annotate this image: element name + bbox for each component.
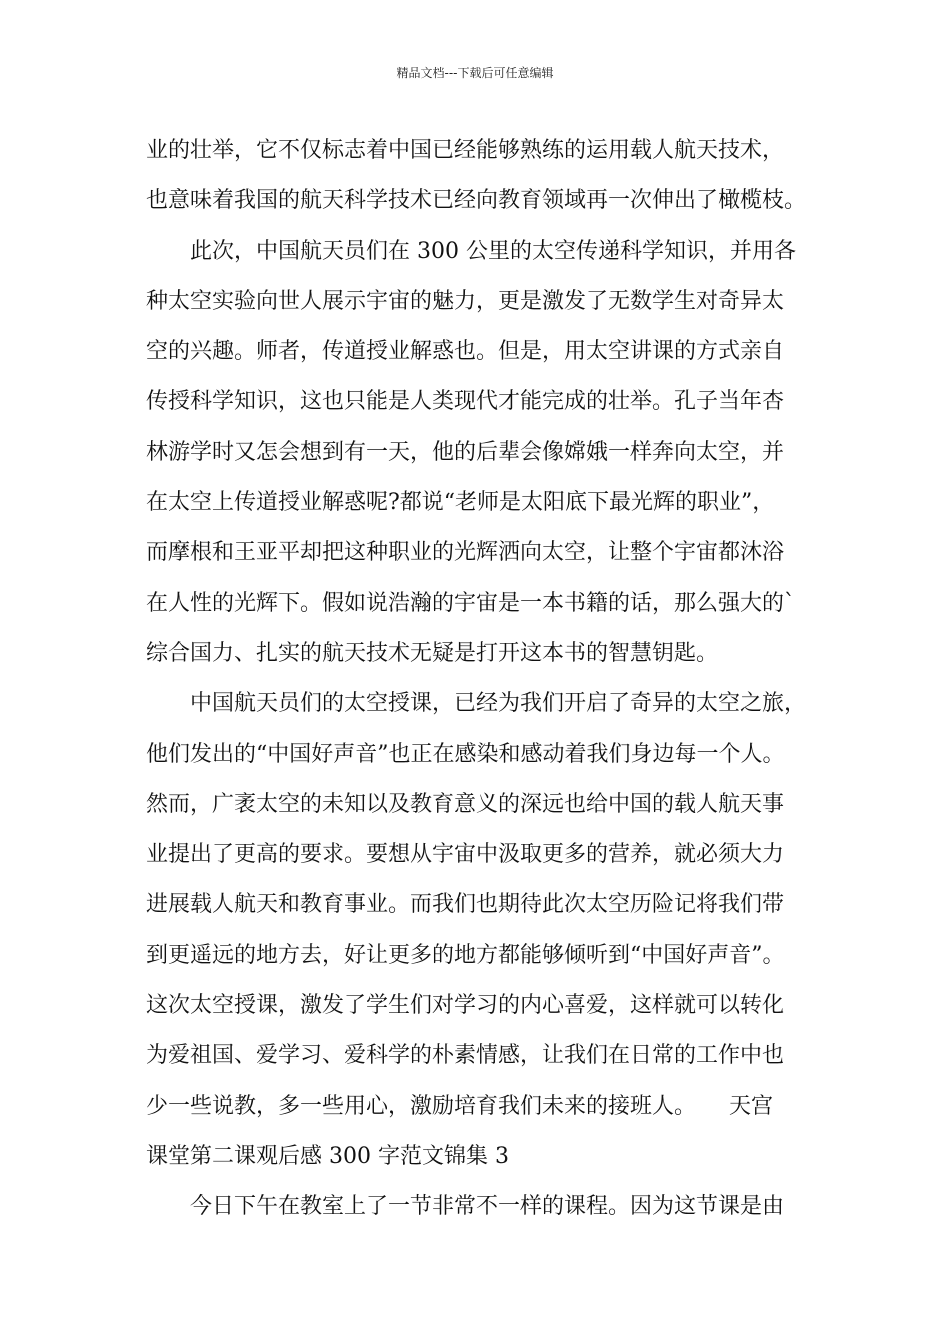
text-line: 他们发出的“中国好声音”也正在感染和感动着我们身边每一个人。 — [146, 741, 785, 767]
text-line: 业的壮举，它不仅标志着中国已经能够熟练的运用载人航天技术， — [146, 138, 785, 163]
text-line: 在太空上传道授业解惑呢?都说“老师是太阳底下最光辉的职业”， — [146, 490, 775, 516]
paragraph-start-line: 此次，中国航天员们在 300 公里的太空传递科学知识，并用各 — [190, 238, 796, 264]
paragraph-start-line: 中国航天员们的太空授课，已经为我们开启了奇异的太空之旅， — [190, 691, 807, 717]
text-line: 到更遥远的地方去，好让更多的地方都能够倾听到“中国好声音”。 — [146, 942, 785, 968]
text-line: 为爱祖国、爱学习、爱科学的朴素情感，让我们在日常的工作中也 — [146, 1043, 785, 1069]
document-body — [146, 126, 846, 1233]
text-line: 林游学时又怎会想到有一天，他的后辈会像嫦娥一样奔向太空，并 — [146, 439, 785, 465]
text-line: 业提出了更高的要求。要想从宇宙中汲取更多的营养，就必须大力 — [146, 842, 785, 868]
section-title-line: 课堂第二课观后感 300 字范文锦集 3 — [146, 1143, 509, 1169]
text-line: 也意味着我国的航天科学技术已经向教育领域再一次伸出了橄榄枝。 — [146, 188, 807, 214]
text-line: 这次太空授课，激发了学生们对学习的内心喜爱，这样就可以转化 — [146, 993, 785, 1019]
paragraph-start-line: 今日下午在教室上了一节非常不一样的课程。因为这节课是由 — [190, 1194, 785, 1220]
text-line: 种太空实验向世人展示宇宙的魅力，更是激发了无数学生对奇异太 — [146, 288, 785, 314]
text-line: 少一些说教，多一些用心，激励培育我们未来的接班人。 天宫 — [146, 1093, 774, 1119]
text-line: 空的兴趣。师者，传道授业解惑也。但是，用太空讲课的方式亲自 — [146, 339, 785, 365]
text-line: 而摩根和王亚平却把这种职业的光辉洒向太空，让整个宇宙都沐浴 — [146, 540, 785, 566]
text-line: 进展载人航天和教育事业。而我们也期待此次太空历险记将我们带 — [146, 892, 785, 918]
text-line: 传授科学知识，这也只能是人类现代才能完成的壮举。孔子当年杏 — [146, 389, 785, 415]
text-line: 然而，广袤太空的未知以及教育意义的深远也给中国的载人航天事 — [146, 791, 785, 817]
text-line: 综合国力、扎实的航天技术无疑是打开这本书的智慧钥匙。 — [146, 640, 719, 666]
page-header: 精品文档---下载后可任意编辑 — [396, 66, 554, 80]
text-line: 在人性的光辉下。假如说浩瀚的宇宙是一本书籍的话，那么强大的` — [146, 590, 796, 616]
